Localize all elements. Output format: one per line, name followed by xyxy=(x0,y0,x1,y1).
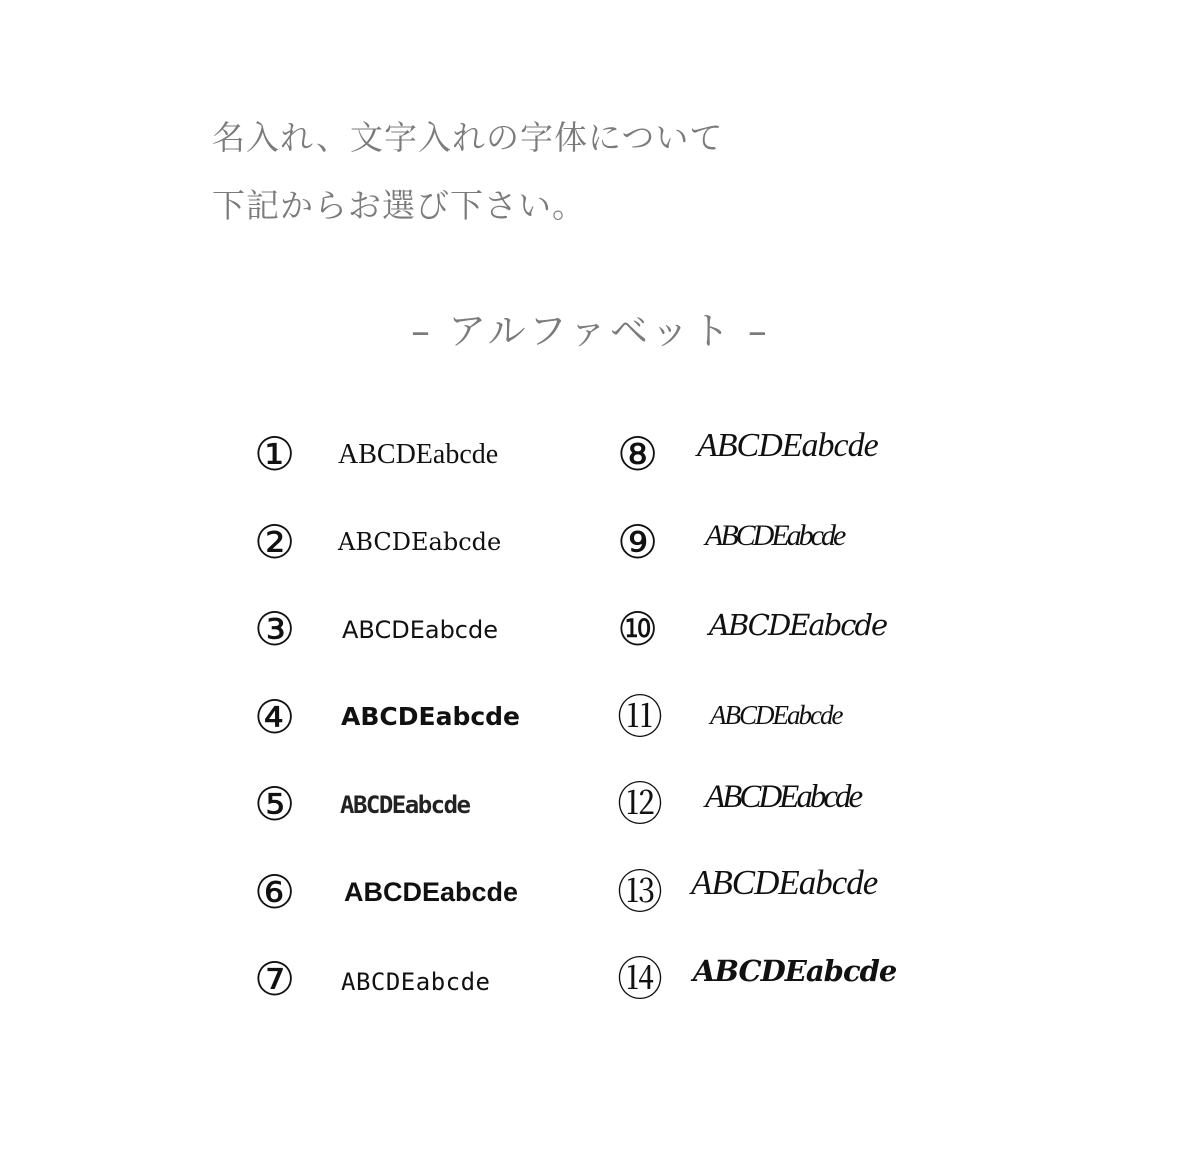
font-option-11 xyxy=(617,688,977,776)
option-number: ⑭ xyxy=(617,952,663,1006)
option-number: ② xyxy=(254,514,296,569)
font-option-4 xyxy=(254,688,614,776)
option-number: ④ xyxy=(254,689,296,744)
font-option-1 xyxy=(254,425,614,513)
font-sample: ABCDEabcde xyxy=(341,968,491,996)
option-number: ⑧ xyxy=(617,427,659,481)
font-list-left xyxy=(254,425,614,1038)
font-option-3 xyxy=(254,600,614,688)
option-number: ③ xyxy=(254,602,296,656)
intro-line-1: 名入れ、文字入れの字体について xyxy=(212,118,724,157)
option-number: ⑦ xyxy=(254,952,296,1006)
option-number: ⑨ xyxy=(617,514,659,569)
font-sample: ABCDEabcde xyxy=(344,876,519,907)
font-list-right xyxy=(617,425,977,1038)
font-option-2 xyxy=(254,513,614,601)
font-option-13 xyxy=(617,863,977,951)
option-number: ⑫ xyxy=(617,777,663,831)
font-option-5 xyxy=(254,775,614,863)
font-sample: ABCDEabcde xyxy=(705,518,844,552)
option-number: ⑤ xyxy=(254,777,296,831)
option-number: ⑩ xyxy=(617,602,659,656)
intro-line-2: 下記からお選び下さい。 xyxy=(212,186,586,225)
font-sample: ABCDEabcde xyxy=(340,791,470,819)
option-number: ⑬ xyxy=(617,864,663,919)
font-sample: ABCDEabcde xyxy=(709,608,887,642)
option-number: ⑪ xyxy=(617,689,663,744)
alphabet-section-heading: – アルファベット – xyxy=(411,309,770,353)
font-sample: ABCDEabcde xyxy=(342,616,498,644)
font-option-14 xyxy=(617,950,977,1038)
font-sample: ABCDEabcde xyxy=(710,699,842,730)
font-sample: ABCDEabcde xyxy=(693,954,897,988)
font-sample: ABCDEabcde xyxy=(691,862,878,902)
font-option-9 xyxy=(617,513,977,601)
font-option-7 xyxy=(254,950,614,1038)
option-number: ① xyxy=(254,427,296,481)
font-option-8 xyxy=(617,425,977,513)
font-sample: ABCDEabcde xyxy=(338,527,502,556)
font-sample: ABCDEabcde xyxy=(338,439,499,470)
font-sample: ABCDEabcde xyxy=(705,779,861,815)
font-option-10 xyxy=(617,600,977,688)
font-option-6 xyxy=(254,863,614,951)
intro-text xyxy=(212,104,723,240)
font-sample: ABCDEabcde xyxy=(341,701,521,731)
font-sample: ABCDEabcde xyxy=(697,427,878,464)
font-option-12 xyxy=(617,775,977,863)
option-number: ⑥ xyxy=(254,864,296,919)
